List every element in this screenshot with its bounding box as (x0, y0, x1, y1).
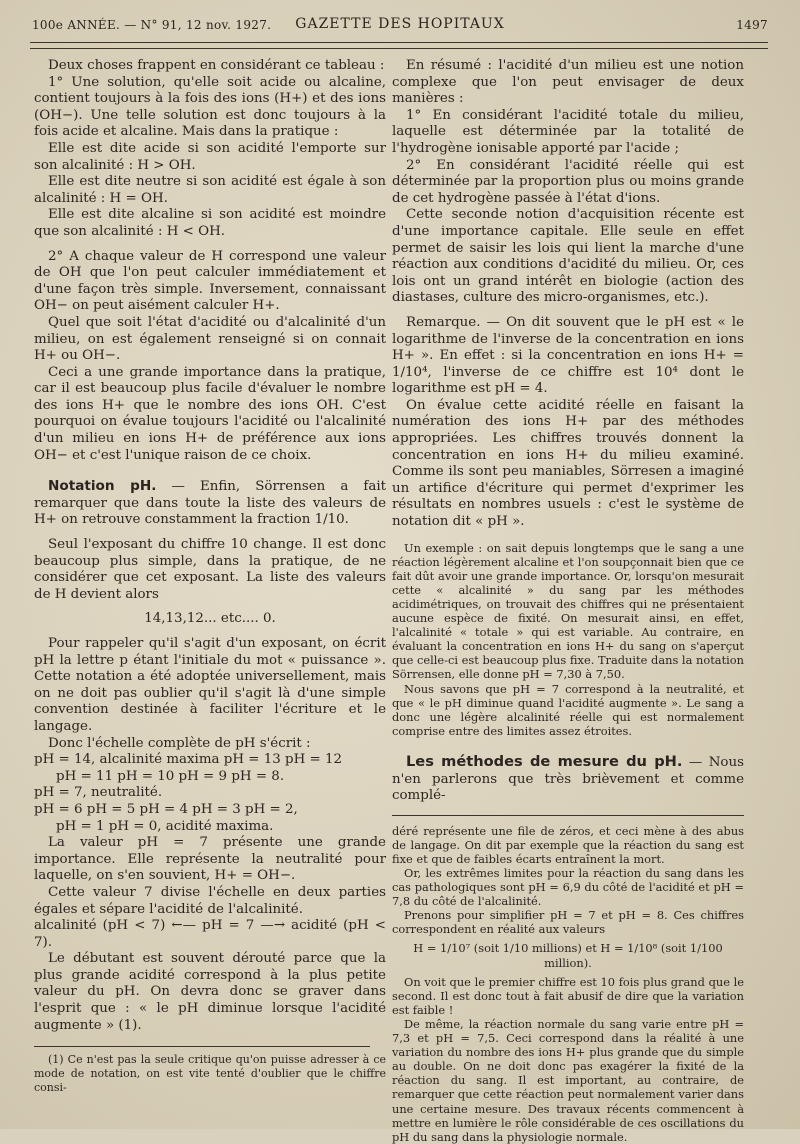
paragraph: Donc l'échelle complète de pH s'écrit : (48, 735, 311, 751)
paragraph: Remarque. — On dit souvent que le pH est « le logarithme de l'inverse de la concentration en ions H+ ». En effet : si la concentration en ions H+ = 1/10⁴, l'inverse de ce chiffre est 10⁴ dont le logarithme est pH = 4. (392, 314, 744, 397)
scale-line: pH = 1 pH = 0, acidité maxima. (56, 818, 274, 834)
paragraph: En résumé : l'acidité d'un milieu est une notion complexe que l'on peut envisager de deux manières : (392, 58, 744, 107)
paragraph: 1° Une solution, qu'elle soit acide ou alcaline, contient toujours à la fois des ions (H+) et des ions (OH−). Une telle solution est donc toujours à la fois acide et alcaline. Mais dans la pratique : (34, 74, 386, 140)
scale-line: pH = 11 pH = 10 pH = 9 pH = 8. (56, 768, 285, 784)
paragraph: Cette valeur 7 divise l'échelle en deux parties égales et sépare l'acidité de l'alcalinité. (34, 884, 386, 917)
paragraph: Or, les extrêmes limites pour la réaction du sang dans les cas pathologiques sont pH = 6,9 du côté de l'acidité et pH = 7,8 du côté de l'alcalinité. (392, 866, 744, 909)
notation-section (34, 478, 386, 529)
paragraph: Nous savons que pH = 7 correspond à la neutralité, et que « le pH diminue quand l'acidité augmente ». Le sang a donc une légère alcalinité réelle qui est normalement comprise entre des limites assez étroites. (392, 681, 744, 738)
scale-line: pH = 6 pH = 5 pH = 4 pH = 3 pH = 2, (34, 801, 298, 817)
paragraph: — Nous n'en parlerons que très brièvement et comme complé- (392, 754, 744, 804)
paragraph: 2° A chaque valeur de H correspond une valeur de OH que l'on peut calculer immédiatement et d'une façon très simple. Inversement, connaissant OH− on peut aisément calculer H+. (34, 248, 386, 314)
footnote-continuation (392, 824, 744, 1144)
paragraph: Quel que soit l'état d'acidité ou d'alcalinité d'un milieu, on est également renseigné si on connait H+ ou OH−. (34, 314, 386, 364)
paragraph: 1° En considérant l'acidité totale du milieu, laquelle est déterminée par la totalité de l'hydrogène ionisable apporté par l'acide ; (392, 107, 744, 156)
scale-line: pH = 14, alcalinité maxima pH = 13 pH = 12 (34, 752, 343, 768)
paragraph: Elle est dite neutre si son acidité est égale à son alcalinité : H = OH. (34, 174, 386, 206)
running-header (32, 16, 768, 38)
footnote-rule (34, 1046, 370, 1047)
paragraph: On voit que le premier chiffre est 10 fois plus grand que le second. Il est donc tout à fait abusif de dire que la variation est faible ! (392, 974, 744, 1017)
left-column (34, 58, 386, 1118)
section-heading: Les méthodes de mesure du pH. (406, 752, 683, 770)
paragraph: La valeur pH = 7 présente une grande importance. Elle représente la neutralité pour laquelle, on s'en souvient, H+ = OH−. (34, 835, 386, 884)
paragraph: — Enfin, Sörrensen a fait remarquer que dans toute la liste des valeurs de H+ on retrouve constamment la fraction 1/10. (34, 479, 386, 528)
right-column (392, 58, 744, 1144)
paragraph: On évalue cette acidité réelle en faisant la numération des ions H+ par des méthodes appropriées. Les chiffres trouvés donnent la concentration en ions H+ du milieu examiné. Comme ils sont peu maniables, Sörresen a imaginé un artifice d'écriture qui permet d'exprimer les résultats en nombres usuels : c'est le système de notation dit « pH ». (392, 397, 744, 530)
footnote: (1) Ce n'est pas la seule critique qu'on puisse adresser à ce mode de notation, on est vite tenté d'oublier que le chiffre consi- (34, 1053, 386, 1094)
methods-section (392, 754, 744, 805)
formula: H = 1/10⁷ (soit 1/10 millions) et H = 1/10⁸ (soit 1/100 million). (413, 941, 723, 970)
page-number: 1497 (736, 18, 768, 32)
paragraph: Un exemple : on sait depuis longtemps que le sang a une réaction légèrement alcaline et l'on soupçonnait bien que ce fait dût avoir une grande importance. Or, lorsqu'on mesurait cette « alcalinité » du sang par les méthodes acidimétriques, on trouvait des chiffres qui ne présentaient aucune espèce de fixité. On mesurait ainsi, en effet, l'alcalinité « totale » qui est variable. Au contraire, en évaluant la concentration en ions H+ du sang on s'aperçut que celle-ci est beaucoup plus fixe. Traduite dans la notation Sörrensen, elle donne pH = 7,30 à 7,50. (392, 540, 744, 682)
paragraph: déré représente une file de zéros, et ceci mène à des abus de langage. On dit par exemple que la réaction du sang est fixe et que de faibles écarts entraînent la mort. (392, 823, 744, 866)
example-block (392, 541, 744, 738)
paragraph: De même, la réaction normale du sang varie entre pH = 7,3 et pH = 7,5. Ceci correspond dans la réalité à une variation du nombre des ions H+ plus grande que du simple au double. On ne doit donc pas exagérer la fixité de la réaction du sang. Il est important, au contraire, de remarquer que cette réaction peut normalement varier dans une certaine mesure. Des travaux récents commencent à mettre en lumière le rôle considérable de ces oscillations du pH du sang dans la physiologie normale. (392, 1016, 744, 1144)
header-double-rule (30, 42, 768, 49)
paragraph: Cette seconde notion d'acquisition récente est d'une importance capitale. Elle seule en effet permet de saisir les lois qui lient la marche d'une réaction aux conditions d'acidité du milieu. Or, ces lois ont un grand intérêt en biologie (action des diastases, culture des micro-organismes, etc.). (392, 207, 744, 306)
paragraph: Deux choses frappent en considérant ce tableau : (48, 58, 385, 73)
paragraph: Elle est dite alcaline si son acidité est moindre que son alcalinité : H < OH. (34, 207, 386, 239)
paragraph: 2° En considérant l'acidité réelle qui est déterminée par la proportion plus ou moins grande de cet hydrogène passée à l'état d'ions. (392, 157, 744, 206)
paragraph: Prenons pour simplifier pH = 7 et pH = 8. Ces chiffres correspondent en réalité aux valeurs (392, 908, 744, 937)
exponent-series: 14,13,12... etc.... 0. (144, 611, 276, 627)
section-heading: Notation pH. (48, 478, 157, 495)
paragraph: Pour rappeler qu'il s'agit d'un exposant, on écrit pH la lettre p étant l'initiale du mot « puissance ». Cette notation a été adoptée universellement, mais on ne doit pas oublier qu'il s'agit là d'une simple convention destinée à faciliter l'écriture et le langage. (34, 636, 386, 734)
paragraph: Ceci a une grande importance dans la pratique, car il est beaucoup plus facile d'évaluer le nombre des ions H+ que le nombre des ions OH. C'est pourquoi on évalue toujours l'acidité ou l'alcalinité d'un milieu en ions H+ de préférence aux ions OH− et c'est l'unique raison de ce choix. (34, 364, 386, 463)
scale-line: pH = 7, neutralité. (34, 785, 163, 801)
journal-title: GAZETTE DES HOPITAUX (295, 16, 505, 32)
footnote-rule (392, 815, 744, 816)
paragraph: Le débutant est souvent dérouté parce que la plus grande acidité correspond à la plus petite valeur du pH. On devra donc se graver dans l'esprit que : « le pH diminue lorsque l'acidité augmente » (1). (34, 951, 386, 1033)
issue-info: 100e ANNÉE. — N° 91, 12 nov. 1927. (32, 18, 272, 32)
scale-arrow-line: alcalinité (pH < 7) ←— pH = 7 —→ acidité (pH < 7). (34, 918, 386, 950)
paragraph: Seul l'exposant du chiffre 10 change. Il est donc beaucoup plus simple, dans la pratique, de ne considérer que cet exposant. La liste des valeurs de H devient alors (34, 537, 386, 602)
paragraph: Elle est dite acide si son acidité l'emporte sur son alcalinité : H > OH. (34, 140, 386, 173)
